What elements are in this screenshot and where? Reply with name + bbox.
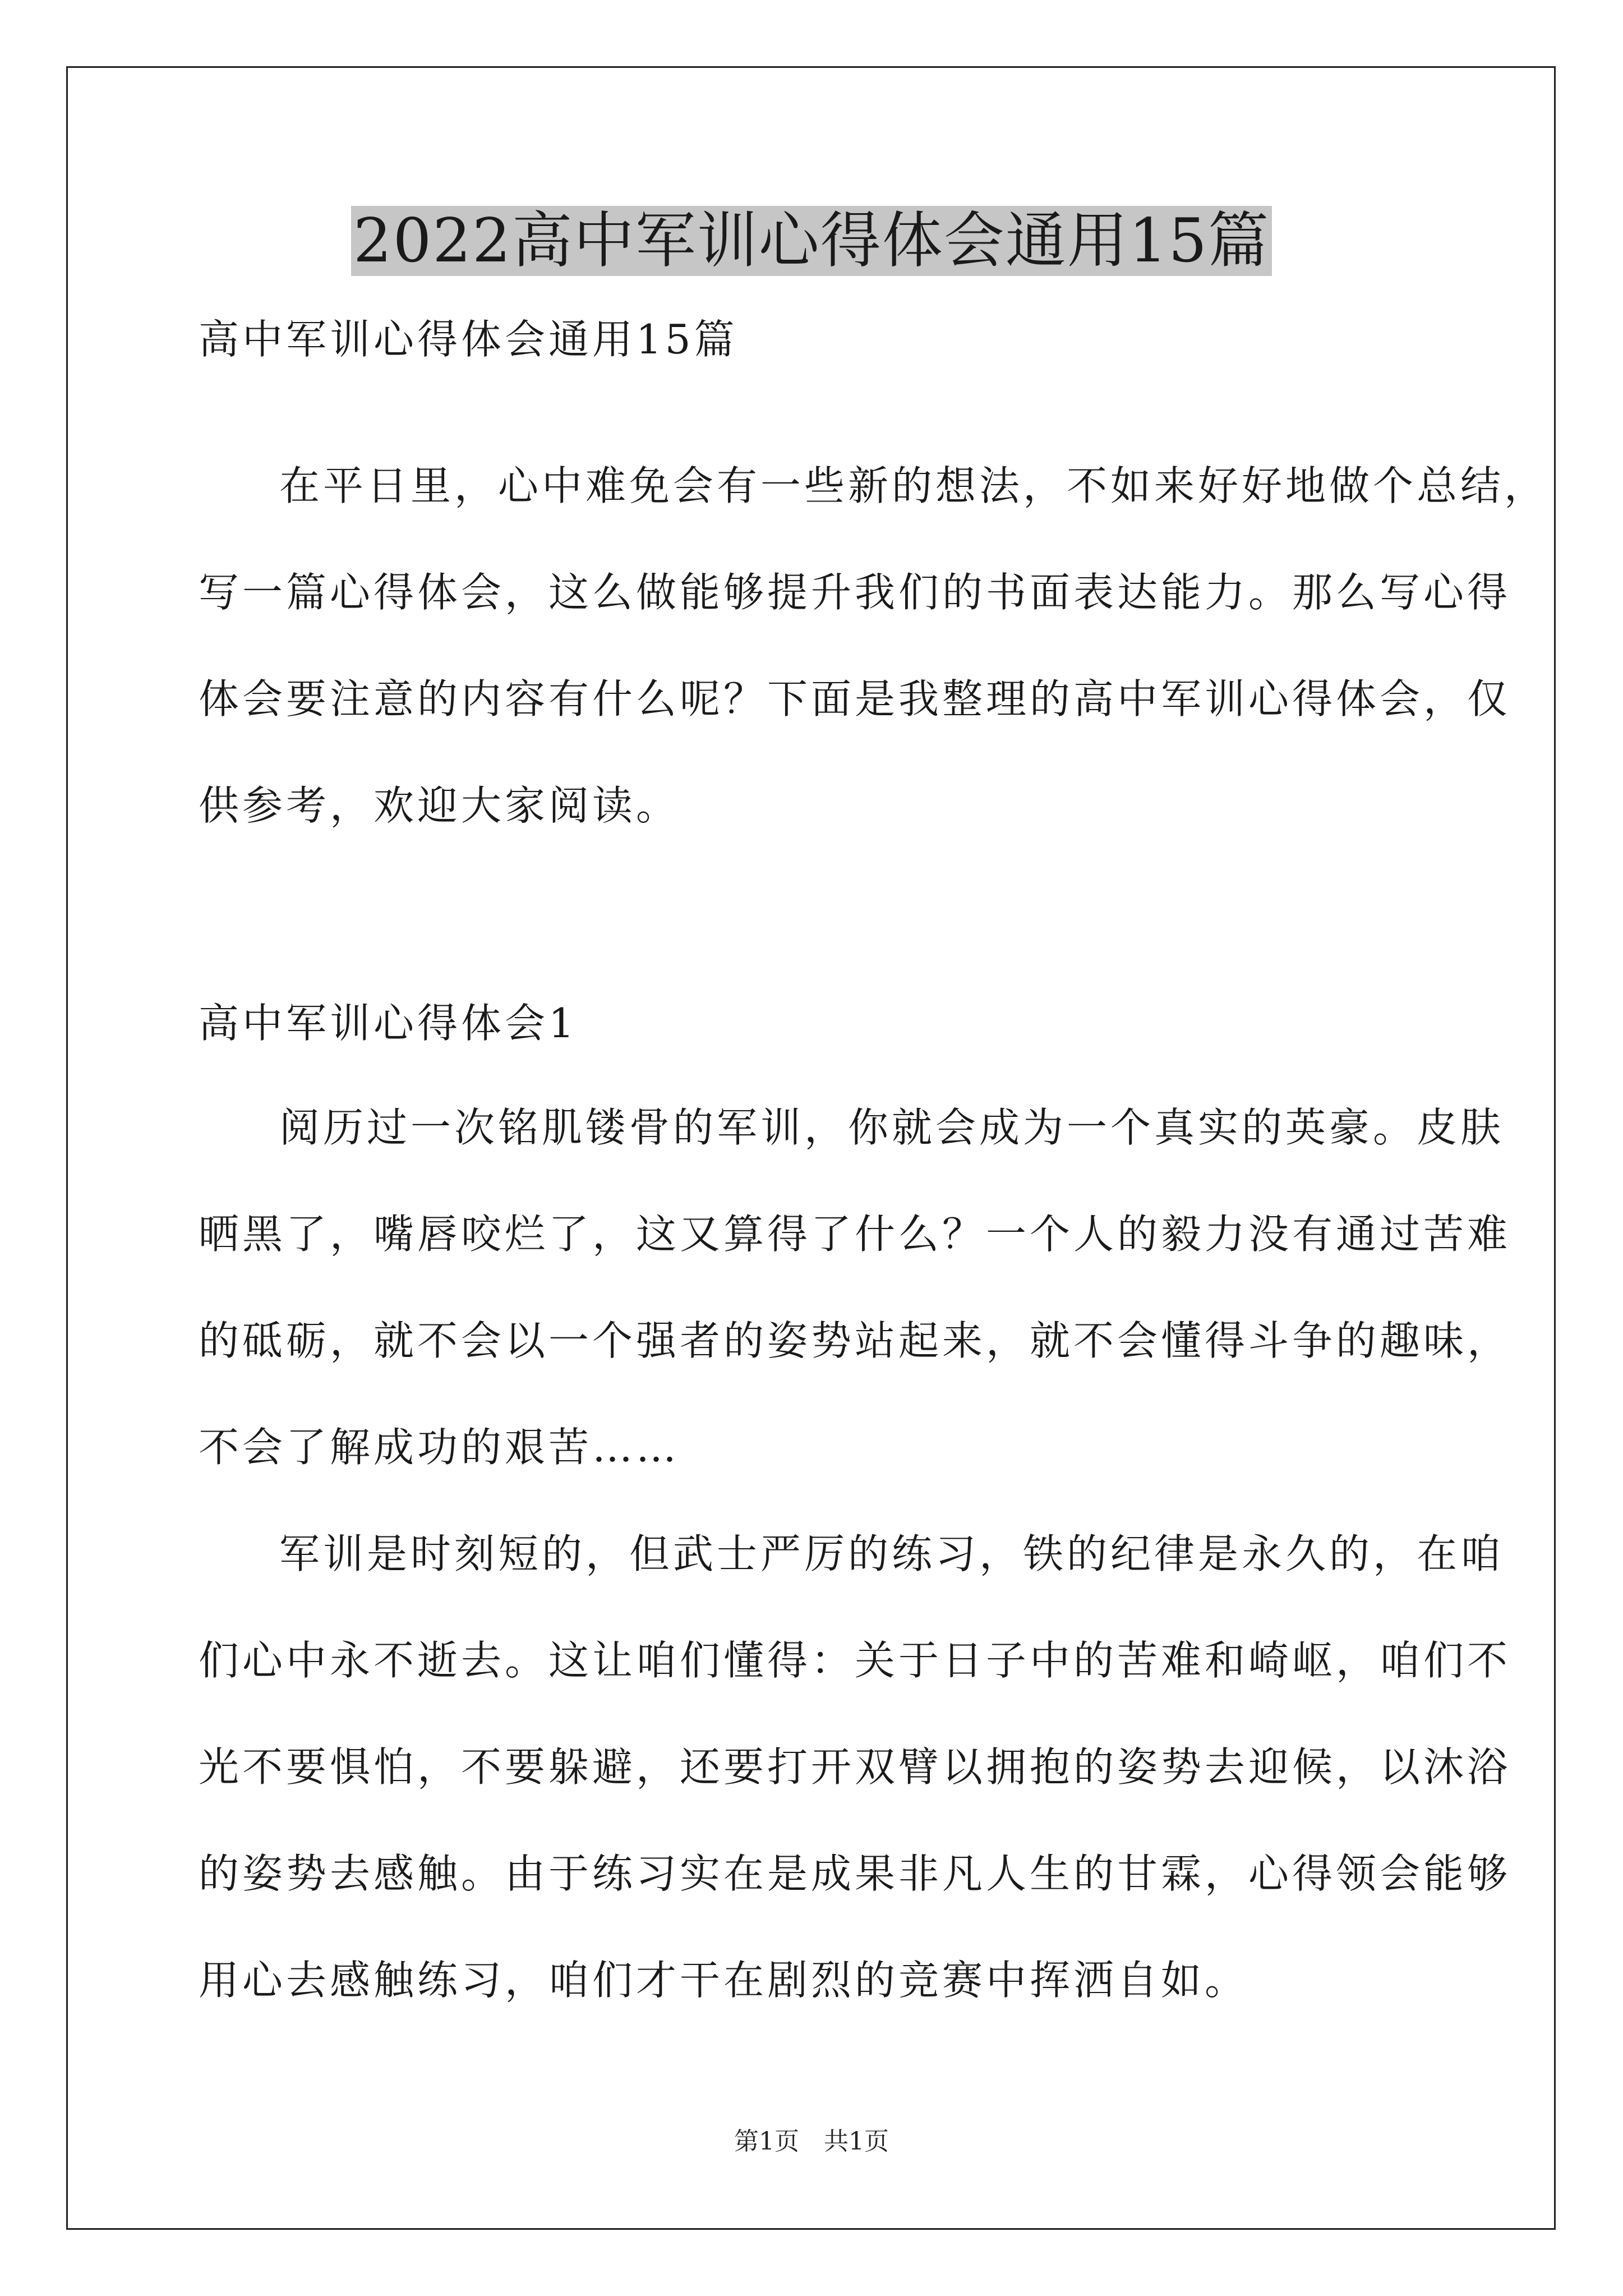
paragraph-line: 用心去感触练习，咱们才干在剧烈的竞赛中挥洒自如。: [199, 1957, 1249, 2004]
paragraph-line: 军训是时刻短的，但武士严厉的练习，铁的纪律是永久的，在咱: [279, 1530, 1505, 1577]
document-title-text: 2022高中军训心得体会通用15篇: [351, 206, 1272, 276]
paragraph-line: 的砥砺，就不会以一个强者的姿势站起来，就不会懂得斗争的趣味，: [199, 1317, 1511, 1364]
document-title: [0, 203, 1623, 279]
paragraph-line: 的姿势去感触。由于练习实在是成果非凡人生的甘霖，心得领会能够: [199, 1850, 1511, 1897]
paragraph-line: 不会了解成功的艰苦……: [199, 1424, 680, 1471]
section-heading: 高中军训心得体会1: [199, 1000, 578, 1047]
paragraph-line: 阅历过一次铭肌镂骨的军训，你就会成为一个真实的英豪。皮肤: [279, 1104, 1505, 1151]
paragraph-line: 晒黑了，嘴唇咬烂了，这又算得了什么？一个人的毅力没有通过苦难: [199, 1211, 1511, 1258]
intro-line: 在平日里，心中难免会有一些新的想法，不如来好好地做个总结，: [279, 462, 1548, 509]
subtitle: 高中军训心得体会通用15篇: [199, 316, 738, 363]
intro-line: 写一篇心得体会，这么做能够提升我们的书面表达能力。那么写心得: [199, 569, 1511, 616]
intro-line: 体会要注意的内容有什么呢？下面是我整理的高中军训心得体会，仅: [199, 675, 1511, 723]
paragraph-line: 们心中永不逝去。这让咱们懂得：关于日子中的苦难和崎岖，咱们不: [199, 1637, 1511, 1684]
page-footer: 第1页 共1页: [734, 2127, 889, 2156]
intro-line: 供参考，欢迎大家阅读。: [199, 782, 680, 829]
paragraph-line: 光不要惧怕，不要躲避，还要打开双臂以拥抱的姿势去迎候，以沐浴: [199, 1743, 1511, 1791]
